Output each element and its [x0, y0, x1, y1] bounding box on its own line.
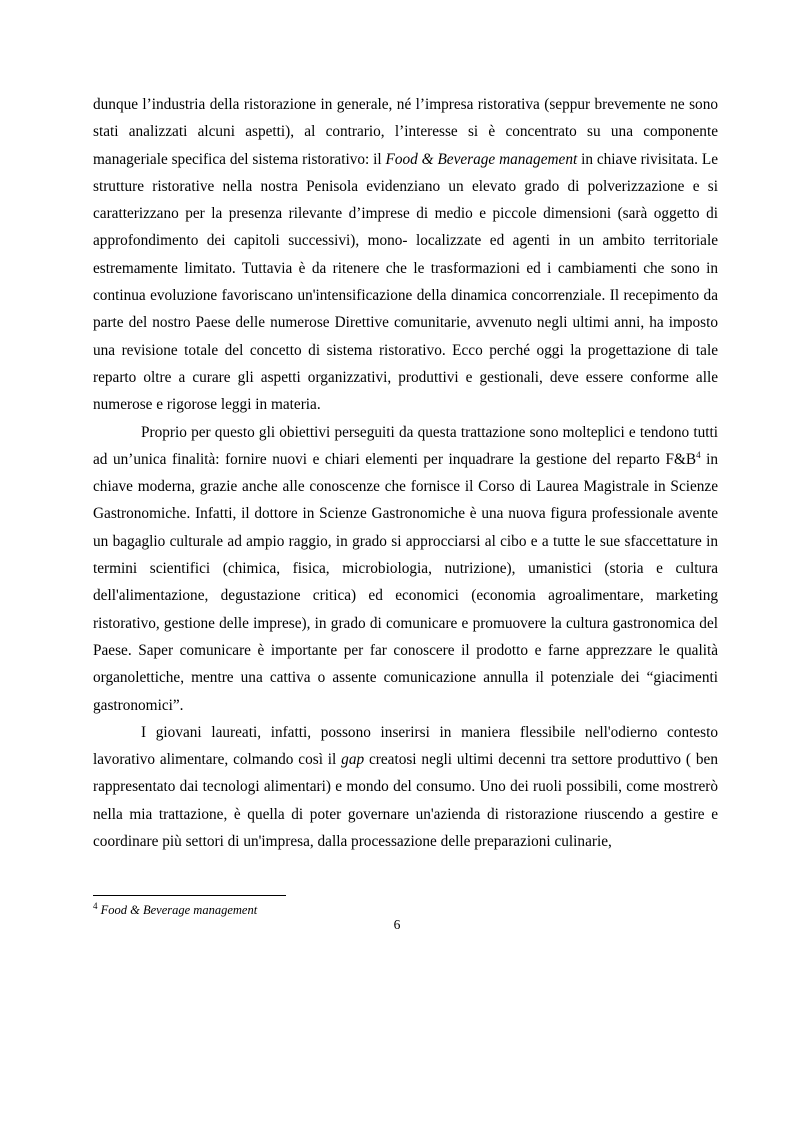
paragraph-2-text-a: Proprio per questo gli obiettivi perseguiti da questa trattazione sono molteplici e tendono tutti ad un’unica finalità: fornire nuovi e chiari elementi per inquadrare la gestione del reparto F&B [93, 423, 718, 468]
footnote-text: Food & Beverage management [100, 903, 258, 917]
paragraph-1 [93, 91, 718, 419]
paragraph-1-italic: Food & Beverage management [385, 150, 578, 168]
paragraph-3-italic: gap [341, 751, 365, 769]
paragraph-3-text-b: creatosi negli ultimi decenni tra settore produttivo ( ben rappresentato dai tecnologi alimentari) e mondo del consumo. Uno dei ruoli possibili, come mostrerò nella mia trattazione, è quella di poter governare un'azienda di ristorazione riuscendo a gestire e coordinare più settori di un'impresa, dalla processazione delle preparazioni culinarie, [93, 751, 718, 851]
footnote-reference: 4 [696, 449, 701, 460]
footnote-separator [93, 895, 286, 896]
footnote-mark: 4 [93, 900, 98, 911]
paragraph-2 [93, 419, 718, 719]
paragraph-1-text-b: in chiave rivisitata. Le strutture ristorative nella nostra Penisola evidenziano un elevato grado di polverizzazione e si caratterizzano per la presenza rilevante d’imprese di medio e piccole dimensioni (sarà oggetto di approfondimento dei capitoli successivi), mono- localizzate ed agenti in un ambito territoriale estremamente limitato. Tuttavia è da ritenere che le trasformazioni ed i cambiamenti che sono in continua evoluzione favoriscano un'intensificazione della dinamica concorrenziale. Il recepimento da parte del nostro Paese delle numerose Direttive comunitarie, avvenuto negli ultimi anni, ha imposto una revisione totale del concetto di sistema ristorativo. Ecco perché oggi la progettazione di tale reparto oltre a curare gli aspetti organizzativi, produttivi e gestionali, deve essere conforme alle numerose e rigorose leggi in materia. [93, 150, 719, 414]
page-number: 6 [393, 917, 401, 932]
paragraph-3-text-a: I giovani laureati, infatti, possono inserirsi in maniera flessibile nell'odierno contesto lavorativo alimentare, colmando così il [93, 723, 718, 769]
paragraph-2-text-b: in chiave moderna, grazie anche alle conoscenze che fornisce il Corso di Laurea Magistrale in Scienze Gastronomiche. Infatti, il dottore in Scienze Gastronomiche è una nuova figura professionale avente un bagaglio culturale ad ampio raggio, in grado si approcciarsi al cibo e a tutte le sue sfaccettature in termini scientifici (chimica, fisica, microbiologia, nutrizione), umanistici (storia e cultura dell'alimentazione, degustazione critica) ed economici (economia agroalimentare, marketing ristorativo, gestione delle imprese), in grado di comunicare e promuovere la cultura gastronomica del Paese. Saper comunicare è importante per far conoscere il prodotto e farne apprezzare le qualità organolettiche, mentre una cattiva o assente comunicazione annulla il potenziale dei “giacimenti gastronomici”. [93, 450, 718, 714]
paragraph-1-text-a: dunque l’industria della ristorazione in generale, né l’impresa ristorativa (seppur brevemente ne sono stati analizzati alcuni aspetti), al contrario, l’interesse si è concentrato su una componente manageriale specifica del sistema ristorativo: il [93, 96, 718, 168]
paragraph-3 [93, 719, 718, 855]
document-body [93, 91, 718, 855]
